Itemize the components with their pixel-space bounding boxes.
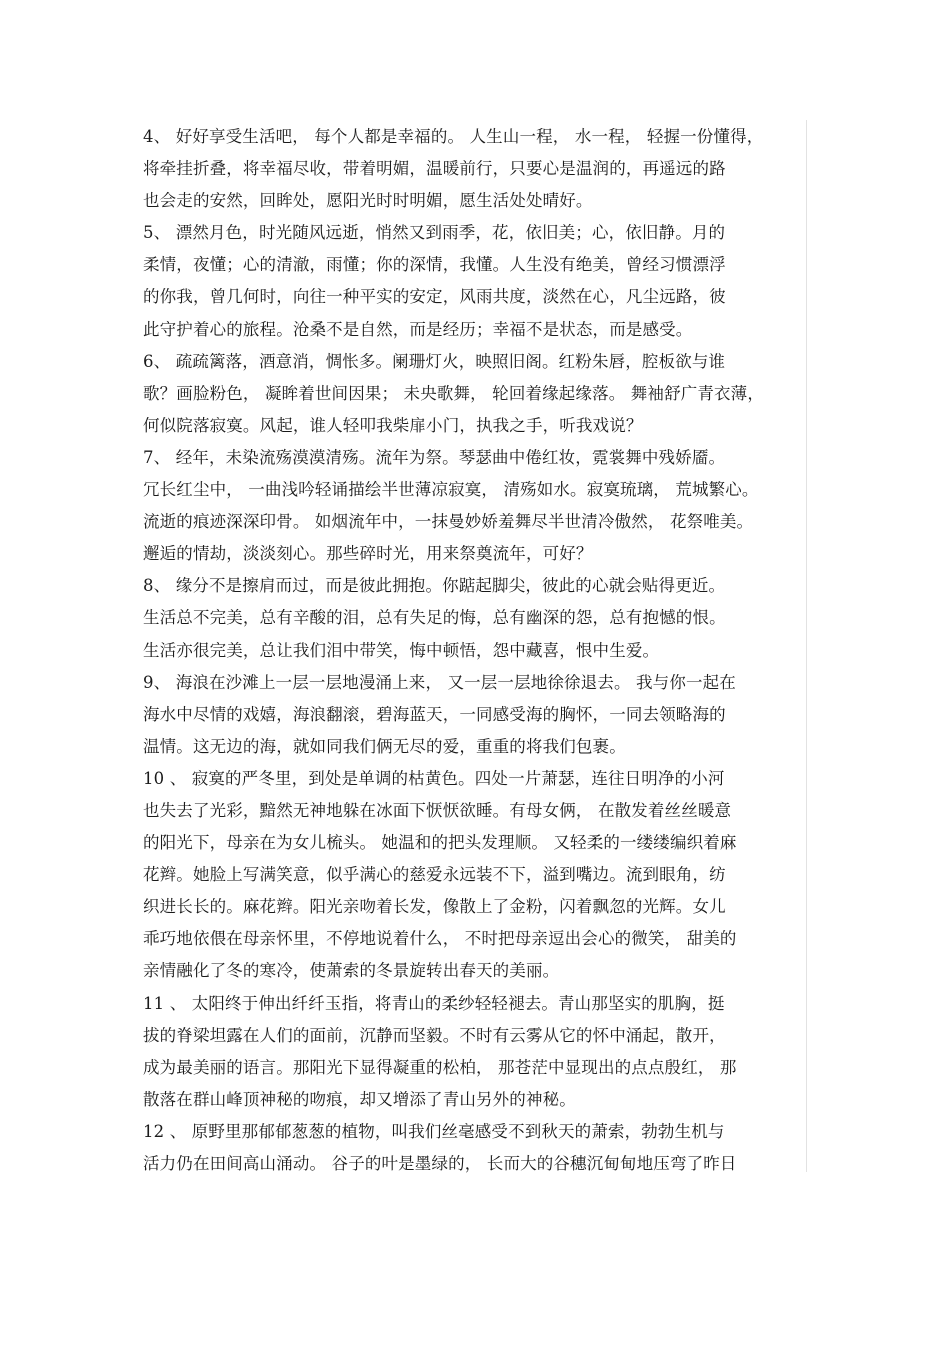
text-line: 海水中尽情的戏嬉，海浪翻滚，碧海蓝天，一同感受海的胸怀，一同去领略海的 [143,704,726,724]
text-line: 拔的脊梁坦露在人们的面前，沉静而坚毅。不时有云雾从它的怀中涌起，散开， [143,1025,726,1045]
text-line: 生活亦很完美，总让我们泪中带笑，悔中顿悟，怨中藏喜，恨中生爱。 [143,640,660,660]
text-line: 6、 疏疏篱落，酒意消，惆怅多。阑珊灯火，映照旧阁。红粉朱唇，腔板欲与谁 [143,351,726,371]
paragraph-9 [143,667,823,763]
paragraph-6 [143,346,823,442]
text-line: 乖巧地依偎在母亲怀里，不停地说着什么， 不时把母亲逗出会心的微笑， 甜美的 [143,929,737,949]
text-line: 11 、 太阳终于伸出纤纤玉指，将青山的柔纱轻轻褪去。青山那坚实的肌胸，挺 [143,993,725,1013]
document-body [143,121,823,1173]
text-line: 10 、 寂寞的严冬里，到处是单调的枯黄色。四处一片萧瑟，连往日明净的小河 [143,768,725,788]
text-line: 5、 漂然月色，时光随风远逝，悄然又到雨季，花，依旧美；心，依旧静。月的 [143,223,726,243]
text-line: 温情。这无边的海，就如同我们俩无尽的爱，重重的将我们包裹。 [143,736,626,756]
text-line: 8、 缘分不是擦肩而过，而是彼此拥抱。你踮起脚尖，彼此的心就会贴得更近。 [143,576,726,596]
paragraph-7 [143,442,823,570]
text-line: 此守护着心的旅程。沧桑不是自然，而是经历；幸福不是状态，而是感受。 [143,319,693,339]
paragraph-12 [143,1116,823,1173]
text-line: 花辫。她脸上写满笑意，似乎满心的慈爱永远装不下，溢到嘴边。流到眼角，纺 [143,865,726,885]
text-line: 活力仍在田间高山涌动。 谷子的叶是墨绿的， 长而大的谷穗沉甸甸地压弯了昨日 [143,1154,737,1173]
text-line: 邂逅的情劫，淡淡刻心。那些碎时光，用来祭奠流年，可好？ [143,544,593,564]
text-line: 冗长红尘中， 一曲浅吟轻诵描绘半世薄凉寂寞， 清殇如水。寂寞琉璃， 荒城繁心。 [143,480,759,500]
text-line: 也失去了光彩，黯然无神地躲在冰面下恹恹欲睡。有母女俩， 在散发着丝丝暖意 [143,800,732,820]
text-line: 亲情融化了冬的寒冷，使萧索的冬景旋转出春天的美丽。 [143,961,560,981]
text-line: 7、 经年，未染流殇漠漠清殇。流年为祭。琴瑟曲中倦红妆，霓裳舞中残娇靥。 [143,447,726,467]
paragraph-8 [143,570,823,666]
text-line: 散落在群山峰顶神秘的吻痕，却又增添了青山另外的神秘。 [143,1089,576,1109]
text-line: 也会走的安然，回眸处，愿阳光时时明媚，愿生活处处晴好。 [143,191,593,211]
paragraph-10 [143,763,823,988]
text-line: 9、 海浪在沙滩上一层一层地漫涌上来， 又一层一层地徐徐退去。 我与你一起在 [143,672,736,692]
paragraph-11 [143,988,823,1116]
text-line: 生活总不完美，总有辛酸的泪，总有失足的悔，总有幽深的怨，总有抱憾的恨。 [143,608,726,628]
text-line: 成为最美丽的语言。那阳光下显得凝重的松柏， 那苍茫中显现出的点点殷红， 那 [143,1057,737,1077]
text-line: 4、 好好享受生活吧， 每个人都是幸福的。 人生山一程， 水一程， 轻握一份懂得， [143,127,764,146]
text-line: 的阳光下，母亲在为女儿梳头。 她温和的把头发理顺。 又轻柔的一缕缕编织着麻 [143,833,737,853]
text-line: 何似院落寂寞。风起，谁人轻叩我柴扉小门，执我之手，听我戏说？ [143,415,643,435]
text-line: 歌？画脸粉色， 凝眸着世间因果； 未央歌舞， 轮回着缘起缘落。 舞袖舒广青衣薄， [143,383,764,403]
text-line: 织进长长的。麻花辫。阳光亲吻着长发，像散上了金粉，闪着飘忽的光辉。女儿 [143,897,726,917]
text-line: 的你我，曾几何时，向往一种平实的安定，风雨共度，淡然在心，凡尘远路，彼 [143,287,726,307]
paragraph-4 [143,121,823,217]
paragraph-5 [143,217,823,345]
text-line: 柔情，夜懂；心的清澈，雨懂；你的深情，我懂。人生没有绝美，曾经习惯漂浮 [143,255,726,275]
text-line: 将牵挂折叠，将幸福尽收，带着明媚，温暖前行，只要心是温润的，再遥远的路 [143,159,726,179]
text-line: 流逝的痕迹深深印骨。 如烟流年中，一抹曼妙娇羞舞尽半世清冷傲然， 花祭唯美。 [143,512,754,532]
text-line: 12 、 原野里那郁郁葱葱的植物，叫我们丝毫感受不到秋天的萧索，勃勃生机与 [143,1121,725,1141]
